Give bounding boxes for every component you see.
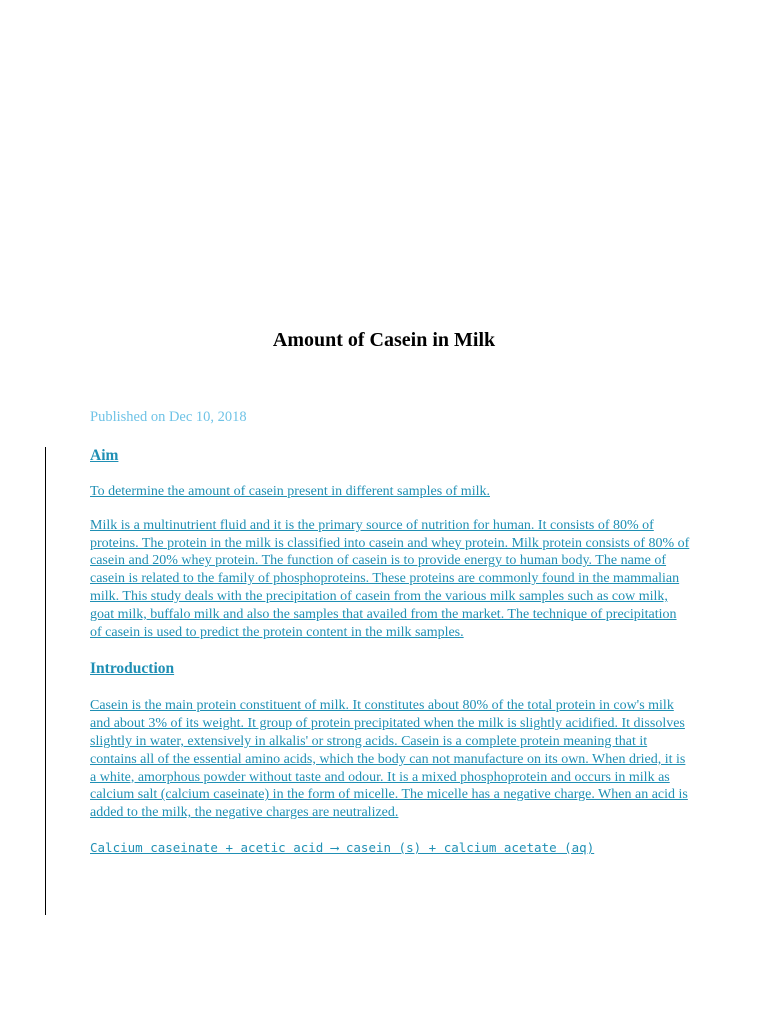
- reaction-equation[interactable]: Calcium caseinate + acetic acid ⟶ casein (s) + calcium acetate (aq): [90, 839, 595, 855]
- document-title: Amount of Casein in Milk: [272, 329, 496, 351]
- aim-text[interactable]: To determine the amount of casein present in different samples of milk.: [90, 484, 490, 499]
- aim-heading[interactable]: Aim: [90, 447, 119, 464]
- aim-paragraph[interactable]: Milk is a multinutrient fluid and it is the primary source of nutrition for human. It consists of 80% of proteins. The protein in the milk is classified into casein and whey protein. Milk protein consists of 80% of casein and 20% whey protein. The function of casein is to provide energy to human body. The name of casein is related to the family of phosphoproteins. These proteins are commonly found in the mammalian milk. This study deals with the precipitation of casein from the various milk samples such as cow milk, goat milk, buffalo milk and also the samples that availed from the market. The technique of precipitation of casein is used to predict the protein content in the milk samples.: [90, 517, 690, 640]
- introduction-heading[interactable]: Introduction: [90, 660, 175, 678]
- left-margin-rule: [45, 447, 46, 915]
- published-date: Published on Dec 10, 2018: [90, 409, 247, 425]
- introduction-paragraph[interactable]: Casein is the main protein constituent of milk. It constitutes about 80% of the total protein in cow's milk and about 3% of its weight. It group of protein precipitated when the milk is slightly acidified. It dissolves slightly in water, extensively in alkalis' or strong acids. Casein is a complete protein meaning that it contains all of the essential amino acids, which the body can not manufacture on its own. When dried, it is a white, amorphous powder without taste and odour. It is a mixed phosphoprotein and occurs in milk as calcium salt (calcium caseinate) in the form of micelle. The micelle has a negative charge. When an acid is added to the milk, the negative charges are neutralized.: [90, 698, 688, 821]
- document-body: [90, 446, 690, 857]
